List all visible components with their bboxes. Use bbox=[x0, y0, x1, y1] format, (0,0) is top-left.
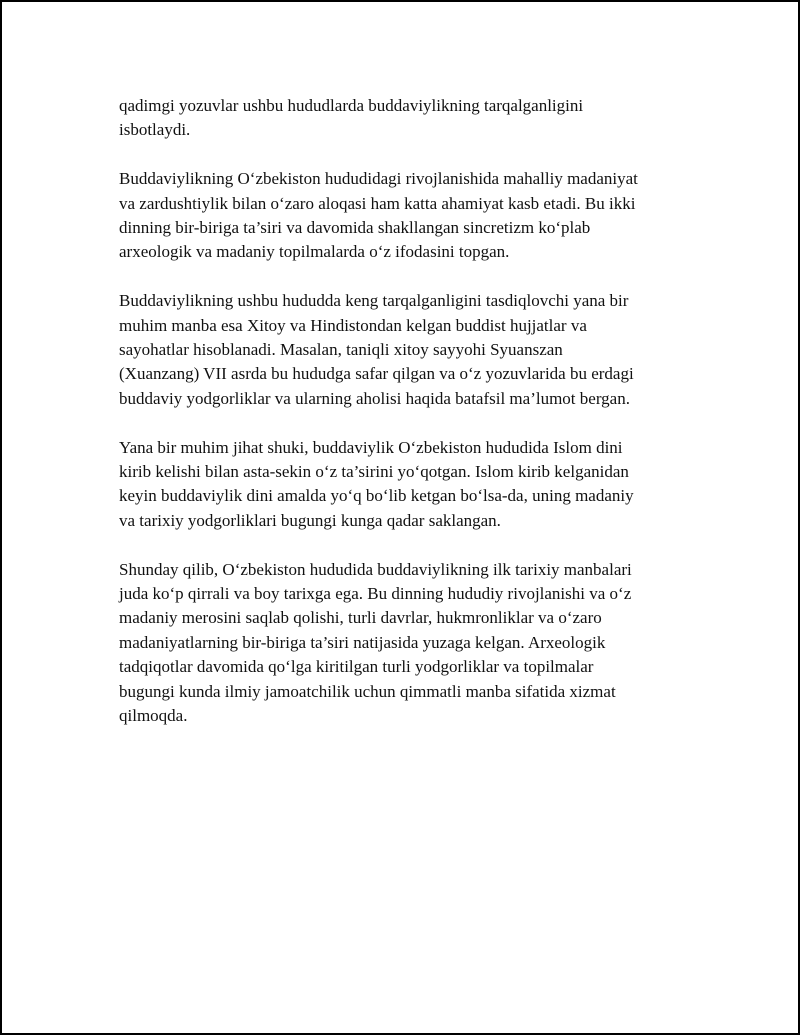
paragraph-1: qadimgi yozuvlar ushbu hududlarda buddaviylikning tarqalganligini isbotlaydi. bbox=[119, 96, 584, 140]
paragraph-5: Shunday qilib, O‘zbekiston hududida buddaviylikning ilk tarixiy manbalari juda ko‘p qirrali va boy tarixga ega. Bu dinning hududiy rivojlanishi va o‘z madaniy merosini saqlab qolishi, turli davrlar, hukmronliklar va o‘zaro madaniyatlarning bir-biriga ta’siri natijasida yuzaga kelgan. Arxeologik tadqiqotlar davomida qo‘lga kiritilgan turli yodgorliklar va topilmalar bugungi kunda ilmiy jamoatchilik uchun qimmatli manba sifatida xizmat qilmoqda. bbox=[119, 559, 632, 726]
paragraph-4: Yana bir muhim jihat shuki, buddaviylik O‘zbekiston hududida Islom dini kirib kelishi bilan asta-sekin o‘z ta’sirini yo‘qotgan. Islom kirib kelganidan keyin buddaviylik dini amalda yo‘q bo‘lib ketgan bo‘lsa-da, uning madaniy va tarixiy yodgorliklari bugungi kunga qadar saklangan. bbox=[119, 437, 634, 530]
paragraph-2: Buddaviylikning O‘zbekiston hududidagi rivojlanishida mahalliy madaniyat va zardushtiylik bilan o‘zaro aloqasi ham katta ahamiyat kasb etadi. Bu ikki dinning bir-biriga ta’siri va davomida shakllangan sincretizm ko‘plab arxeologik va madaniy topilmalarda o‘z ifodasini topgan. bbox=[119, 169, 638, 262]
document-body bbox=[119, 94, 691, 729]
paragraph-3: Buddaviylikning ushbu hududda keng tarqalganligini tasdiqlovchi yana bir muhim manba esa Xitoy va Hindistondan kelgan buddist hujjatlar va sayohatlar hisoblanadi. Masalan, taniqli xitoy sayyohi Syuanszan (Xuanzang) VII asrda bu hududga safar qilgan va o‘z yozuvlarida bu erdagi buddaviy yodgorliklar va ularning aholisi haqida batafsil ma’lumot bergan. bbox=[119, 291, 634, 408]
